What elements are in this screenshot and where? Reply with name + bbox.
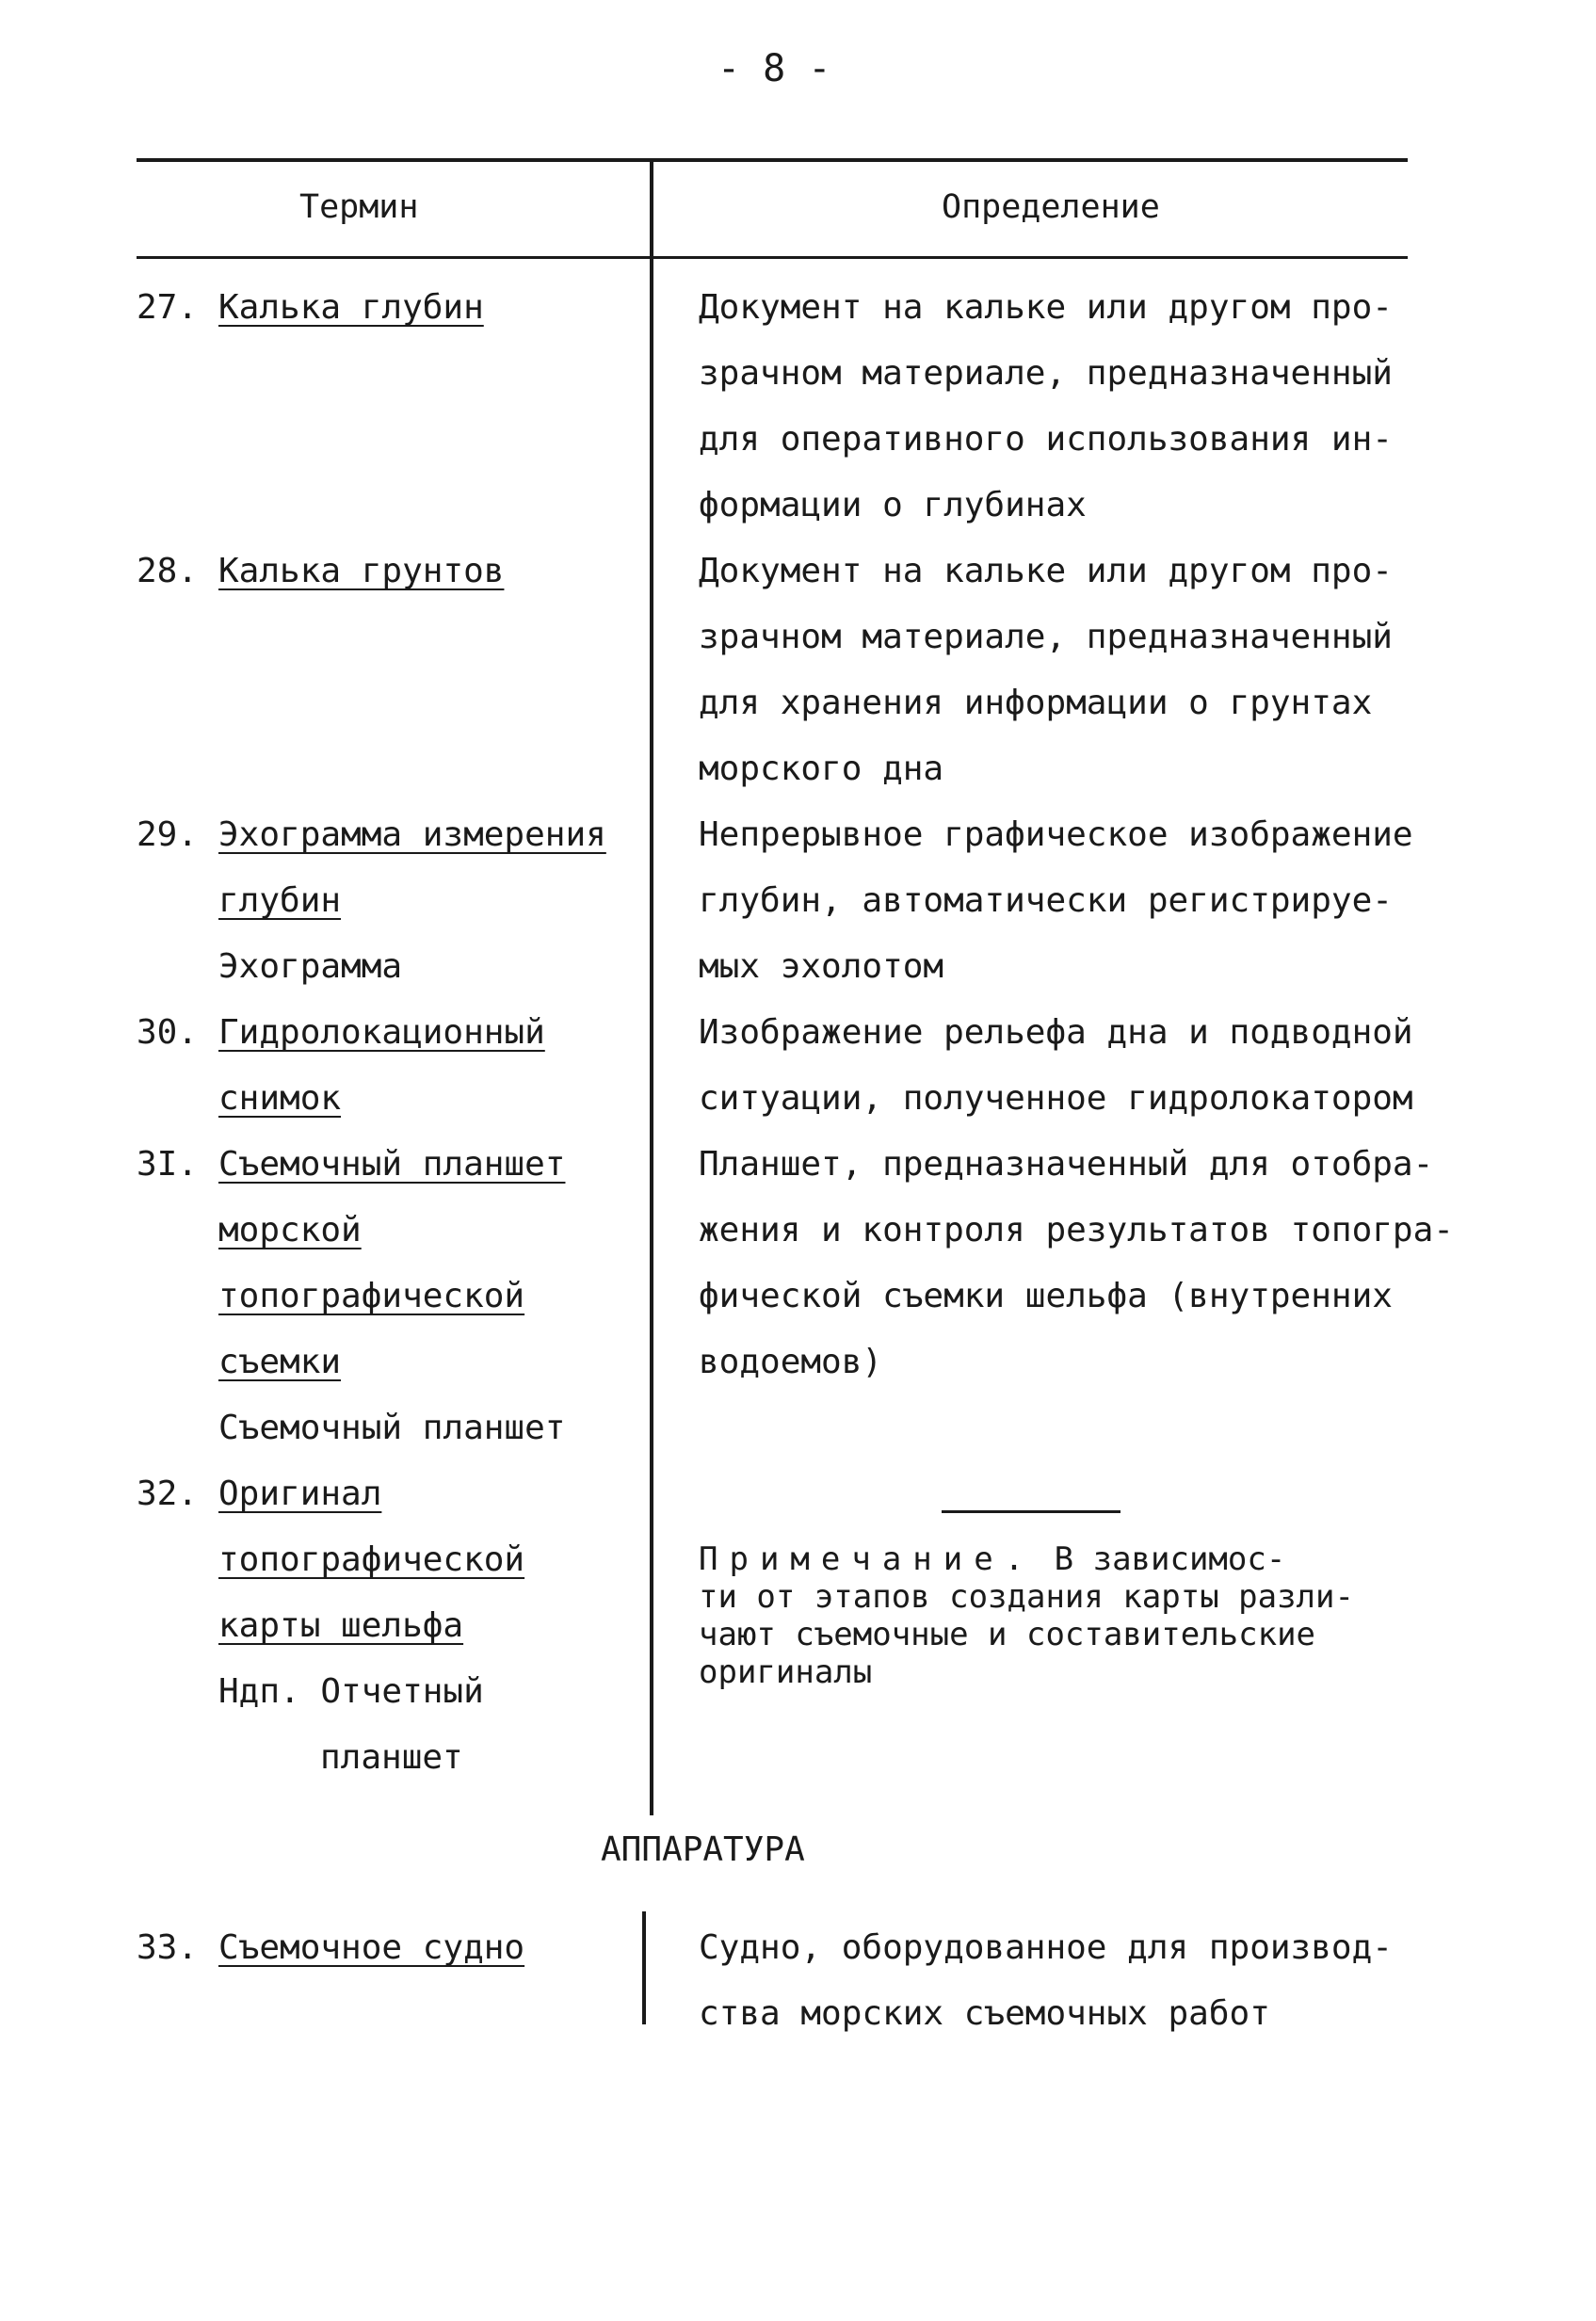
definition-line: морского дна <box>699 749 944 788</box>
note-separator <box>942 1510 1120 1513</box>
definition-line: зрачном материале, предназначенный <box>699 354 1393 393</box>
table-top-rule <box>137 158 1408 162</box>
note-label: Примечание. <box>699 1540 1036 1578</box>
entry-30-number: 30. <box>137 1013 199 1052</box>
header-definition: Определение <box>942 188 1160 226</box>
definition-line: мых эхолотом <box>699 947 944 986</box>
definition-line: ства морских съемочных работ <box>699 1994 1270 2033</box>
entry-31-number: 3I. <box>137 1145 199 1184</box>
term-line: морской <box>218 1211 362 1249</box>
term-line: топографической <box>218 1540 525 1579</box>
note-line: ти от этапов создания карты разли- <box>699 1578 1354 1616</box>
definition-line: Документ на кальке или другом про- <box>699 552 1393 590</box>
entry-30-definition <box>699 1000 1413 1132</box>
synonym-line: Съемочный планшет <box>218 1409 566 1447</box>
entry-33-definition <box>699 1915 1393 2047</box>
entry-27-number: 27. <box>137 288 199 327</box>
entry-29-definition <box>699 802 1413 1000</box>
synonym-line: Эхограмма <box>218 947 403 986</box>
term-line: Эхограмма измерения <box>218 815 606 854</box>
note-text <box>699 1540 1354 1691</box>
term-line: Калька грунтов <box>218 552 505 590</box>
term-line: Оригинал <box>218 1475 382 1513</box>
entry-32-term <box>218 1461 524 1791</box>
entry-28-term <box>218 539 504 604</box>
section-title: АППАРАТУРА <box>601 1830 805 1869</box>
term-line: Калька глубин <box>218 288 484 327</box>
entry-28-definition <box>699 539 1393 802</box>
entry-33-number: 33. <box>137 1928 199 1967</box>
definition-line: глубин, автоматически регистрируе- <box>699 881 1393 920</box>
term-line: съемки <box>218 1343 342 1381</box>
synonym-line: Ндп. Отчетный <box>218 1672 484 1711</box>
entry-27-term <box>218 275 484 341</box>
table-column-divider <box>650 158 653 1815</box>
page-number: - 8 - <box>717 47 831 90</box>
definition-line: Изображение рельефа дна и подводной <box>699 1013 1413 1052</box>
table-header-rule <box>137 256 1408 259</box>
definition-line: Непрерывное графическое изображение <box>699 815 1413 854</box>
term-line: топографической <box>218 1277 525 1315</box>
term-line: Съемочное судно <box>218 1928 525 1967</box>
definition-line: Документ на кальке или другом про- <box>699 288 1393 327</box>
definition-line: Судно, оборудованное для производ- <box>699 1928 1393 1967</box>
definition-line: водоемов) <box>699 1343 883 1381</box>
term-line: глубин <box>218 881 342 920</box>
term-line: снимок <box>218 1079 342 1118</box>
entry-31-definition <box>699 1132 1454 1395</box>
definition-line: для хранения информации о грунтах <box>699 684 1373 722</box>
term-line: Съемочный планшет <box>218 1145 566 1184</box>
note-line: В зависимос- <box>1054 1540 1286 1578</box>
definition-line: зрачном материале, предназначенный <box>699 618 1393 656</box>
entry-30-term <box>218 1000 545 1132</box>
term-line: Гидролокационный <box>218 1013 545 1052</box>
entry-29-term <box>218 802 606 1000</box>
entry-33-column-divider <box>642 1911 646 2024</box>
definition-line: фической съемки шельфа (внутренних <box>699 1277 1393 1315</box>
term-line: карты шельфа <box>218 1606 464 1645</box>
definition-line: Планшет, предназначенный для отобра- <box>699 1145 1434 1184</box>
entry-29-number: 29. <box>137 815 199 854</box>
definition-line: ситуации, полученное гидролокатором <box>699 1079 1413 1118</box>
definition-line: жения и контроля результатов топогра- <box>699 1211 1454 1249</box>
entry-27-definition <box>699 275 1393 539</box>
note-line: чают съемочные и составительские <box>699 1616 1316 1653</box>
entry-31-term <box>218 1132 565 1461</box>
synonym-line: планшет <box>320 1738 463 1777</box>
note-line: оригиналы <box>699 1653 873 1691</box>
definition-line: формации о глубинах <box>699 486 1087 524</box>
entry-28-number: 28. <box>137 552 199 590</box>
entry-33-term <box>218 1915 524 1981</box>
header-term: Термин <box>299 188 419 226</box>
entry-32-number: 32. <box>137 1475 199 1513</box>
definition-line: для оперативного использования ин- <box>699 420 1393 459</box>
